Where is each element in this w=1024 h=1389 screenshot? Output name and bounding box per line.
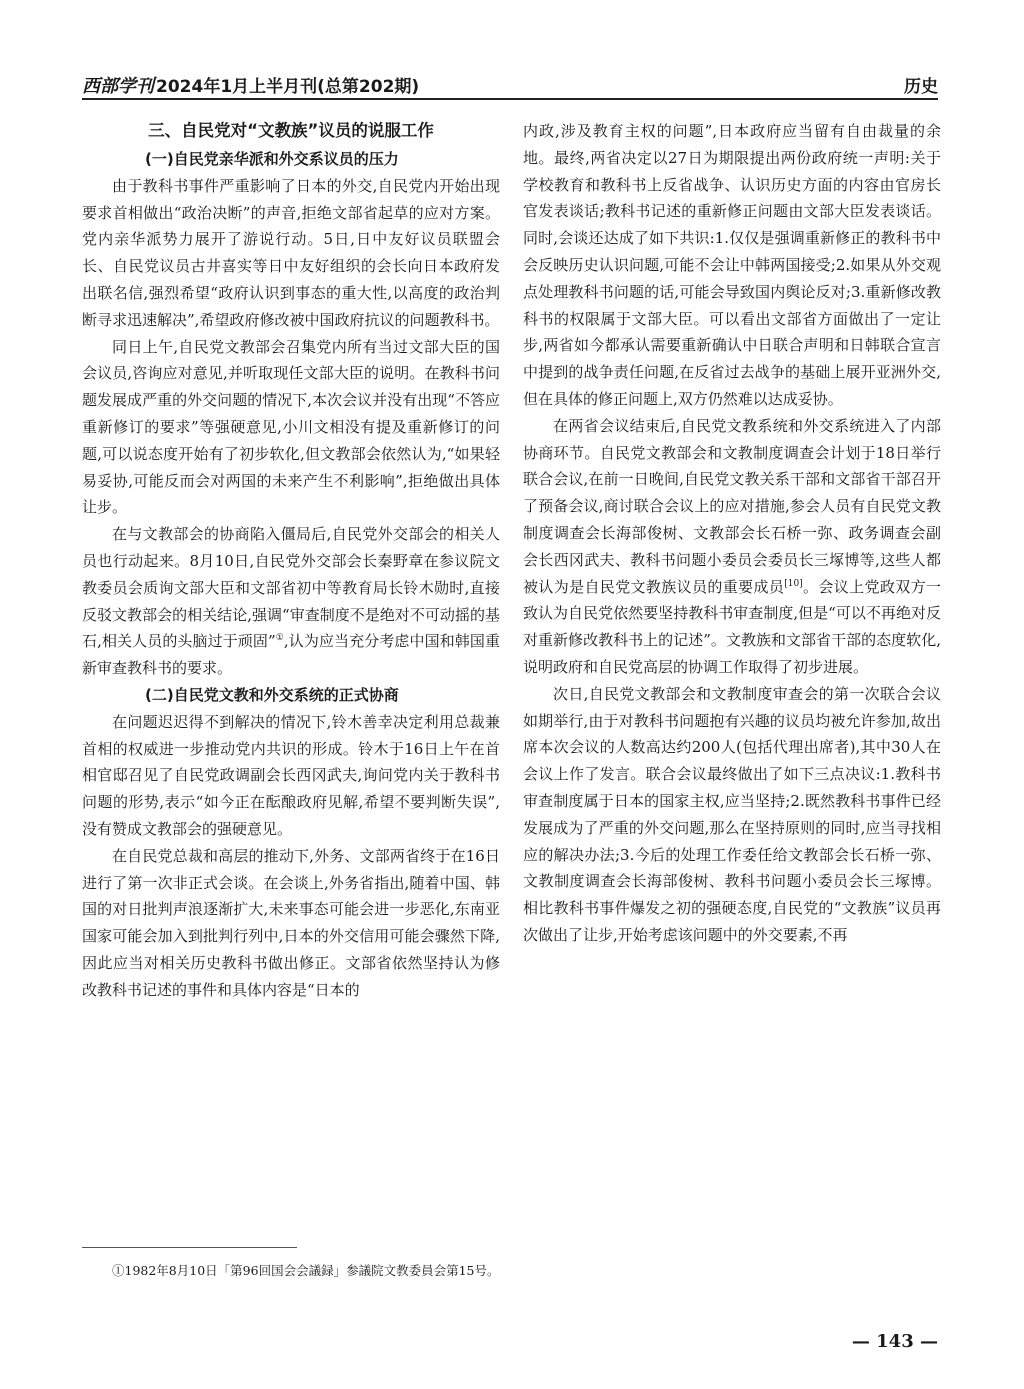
- subsection-title-2: (二)自民党文教和外交系统的正式协商: [145, 685, 399, 704]
- right-column: [523, 118, 941, 949]
- paragraph: [523, 413, 941, 681]
- paragraph-text: ,认为应当充分考虑中国和韩国重新审查教科书的要求。: [82, 632, 500, 678]
- page-number: — 143 —: [851, 1331, 938, 1352]
- subsection-title-1: (一)自民党亲华派和外交系议员的压力: [145, 150, 399, 168]
- paragraph-text: 。会议上党政双方一致认为自民党依然要坚持教科书审查制度,但是“可以不再绝对反对重新修改教科书上的记述”。文教族和文部省干部的态度软化,说明政府和自民党高层的协调工作取得了初步进展。: [523, 577, 941, 676]
- paragraph: 在自民党总裁和高层的推动下,外务、文部两省终于在16日进行了第一次非正式会谈。在会谈上,外务省指出,随着中国、韩国的对日批判声浪逐渐扩大,未来事态可能会进一步恶化,东南亚国家可能会加入到批判行列中,日本的外交信用可能会骤然下降,因此应当对相关历史教科书做出修正。文部省依然坚持认为修改教科书记述的事件和具体内容是“日本的: [82, 846, 500, 999]
- left-column: [82, 118, 500, 1004]
- footnote-divider: [82, 1247, 297, 1248]
- citation-marker: [10]: [784, 578, 803, 589]
- paragraph: 同日上午,自民党文教部会召集党内所有当过文部大臣的国会议员,咨询应对意见,并听取现任文部大臣的说明。在教科书问题发展成严重的外交问题的情况下,本次会议并没有出现“不答应重新修订的要求”等强硬意见,小川文相没有提及重新修订的问题,可以说态度开始有了初步软化,但文教部会依然认为,“如果轻易妥协,可能反而会对两国的未来产生不利影响”,拒绝做出具体让步。: [82, 337, 500, 517]
- journal-info: [82, 72, 419, 98]
- paragraph-text: 在两省会议结束后,自民党文教系统和外交系统进入了内部协商环节。自民党文教部会和文教制度调查会计划于18日举行联合会议,在前一日晚间,自民党文教关系干部和文部省干部召开了预备会议,商讨联合会议上的应对措施,参会人员有自民党文教制度调查会长海部俊树、文教部会长石桥一弥、政务调查会副会长西冈武夫、教科书问题小委员会委员长三塚博等,这些人都被认为是自民党文教族议员的重要成员: [523, 416, 941, 596]
- paragraph-text: 在与文教部会的协商陷入僵局后,自民党外交部会的相关人员也行动起来。8月10日,自民党外交部会长秦野章在参议院文教委员会质询文部大臣和文部省初中等教育局长铃木勋时,直接反驳文教部会的相关结论,强调“审查制度不是绝对不可动摇的基石,相关人员的头脑过于顽固”: [82, 525, 500, 651]
- paragraph: 在问题迟迟得不到解决的情况下,铃木善幸决定利用总裁兼首相的权威进一步推动党内共识的形成。铃木于16日上午在首相官邸召见了自民党政调副会长西冈武夫,询问党内关于教科书问题的形势,表示“如今正在酝酿政府见解,希望不要判断失误”,没有赞成文教部会的强硬意见。: [82, 712, 500, 838]
- section-label: 历史: [904, 77, 938, 97]
- paragraph: 由于教科书事件严重影响了日本的外交,自民党内开始出现要求首相做出“政治决断”的声音,拒绝文部省起草的应对方案。党内亲华派势力展开了游说行动。5日,日中友好议员联盟会长、自民党议员古井喜实等日中友好组织的会长向日本政府发出联名信,强烈希望“政府认识到事态的重大性,以高度的政治判断寻求迅速解决”,希望政府修改被中国政府抗议的问题教科书。: [82, 176, 500, 329]
- paragraph: 次日,自民党文教部会和文教制度审查会的第一次联合会议如期举行,由于对教科书问题抱有兴趣的议员均被允许参加,故出席本次会议的人数高达约200人(包括代理出席者),其中30人在会议上作了发言。联合会议最终做出了如下三点决议:1.教科书审查制度属于日本的国家主权,应当坚持;2.既然教科书事件已经发展成为了严重的外交问题,那么在坚持原则的同时,应当寻找相应的解决办法;3.今后的处理工作委任给文教部会长石桥一弥、文教制度调查会长海部俊树、教科书问题小委员会长三塚博。相比教科书事件爆发之初的强硬态度,自民党的“文教族”议员再次做出了让步,开始考虑该问题中的外交要素,不再: [523, 684, 941, 944]
- footnote: ①1982年8月10日「第96回国会会議録」参議院文教委員会第15号。: [112, 1263, 500, 1278]
- section-title: 三、自民党对“文教族”议员的说服工作: [148, 121, 434, 140]
- running-header: [82, 70, 938, 100]
- paragraph: 内政,涉及教育主权的问题”,日本政府应当留有自由裁量的余地。最终,两省决定以27日为期限提出两份政府统一声明:关于学校教育和教科书上反省战争、认识历史方面的内容由官房长官发表谈话;教科书记述的重新修正问题由文部大臣发表谈话。同时,会谈还达成了如下共识:1.仅仅是强调重新修正的教科书中会反映历史认识问题,可能不会让中韩两国接受;2.如果从外交观点处理教科书问题的话,可能会导致国内舆论反对;3.重新修改教科书的权限属于文部大臣。可以看出文部省方面做出了一定让步,两省如今都承认需要重新确认中日联合声明和日韩联合宣言中提到的战争责任问题,在反省过去战争的基础上展开亚洲外交,但在具体的修正问题上,双方仍然难以达成妥协。: [523, 122, 941, 408]
- journal-logo: 西部学刊: [82, 76, 154, 97]
- paragraph: [82, 521, 500, 682]
- footnote-marker: ①: [275, 633, 284, 644]
- journal-issue: 2024年1月上半月刊(总第202期): [156, 77, 420, 97]
